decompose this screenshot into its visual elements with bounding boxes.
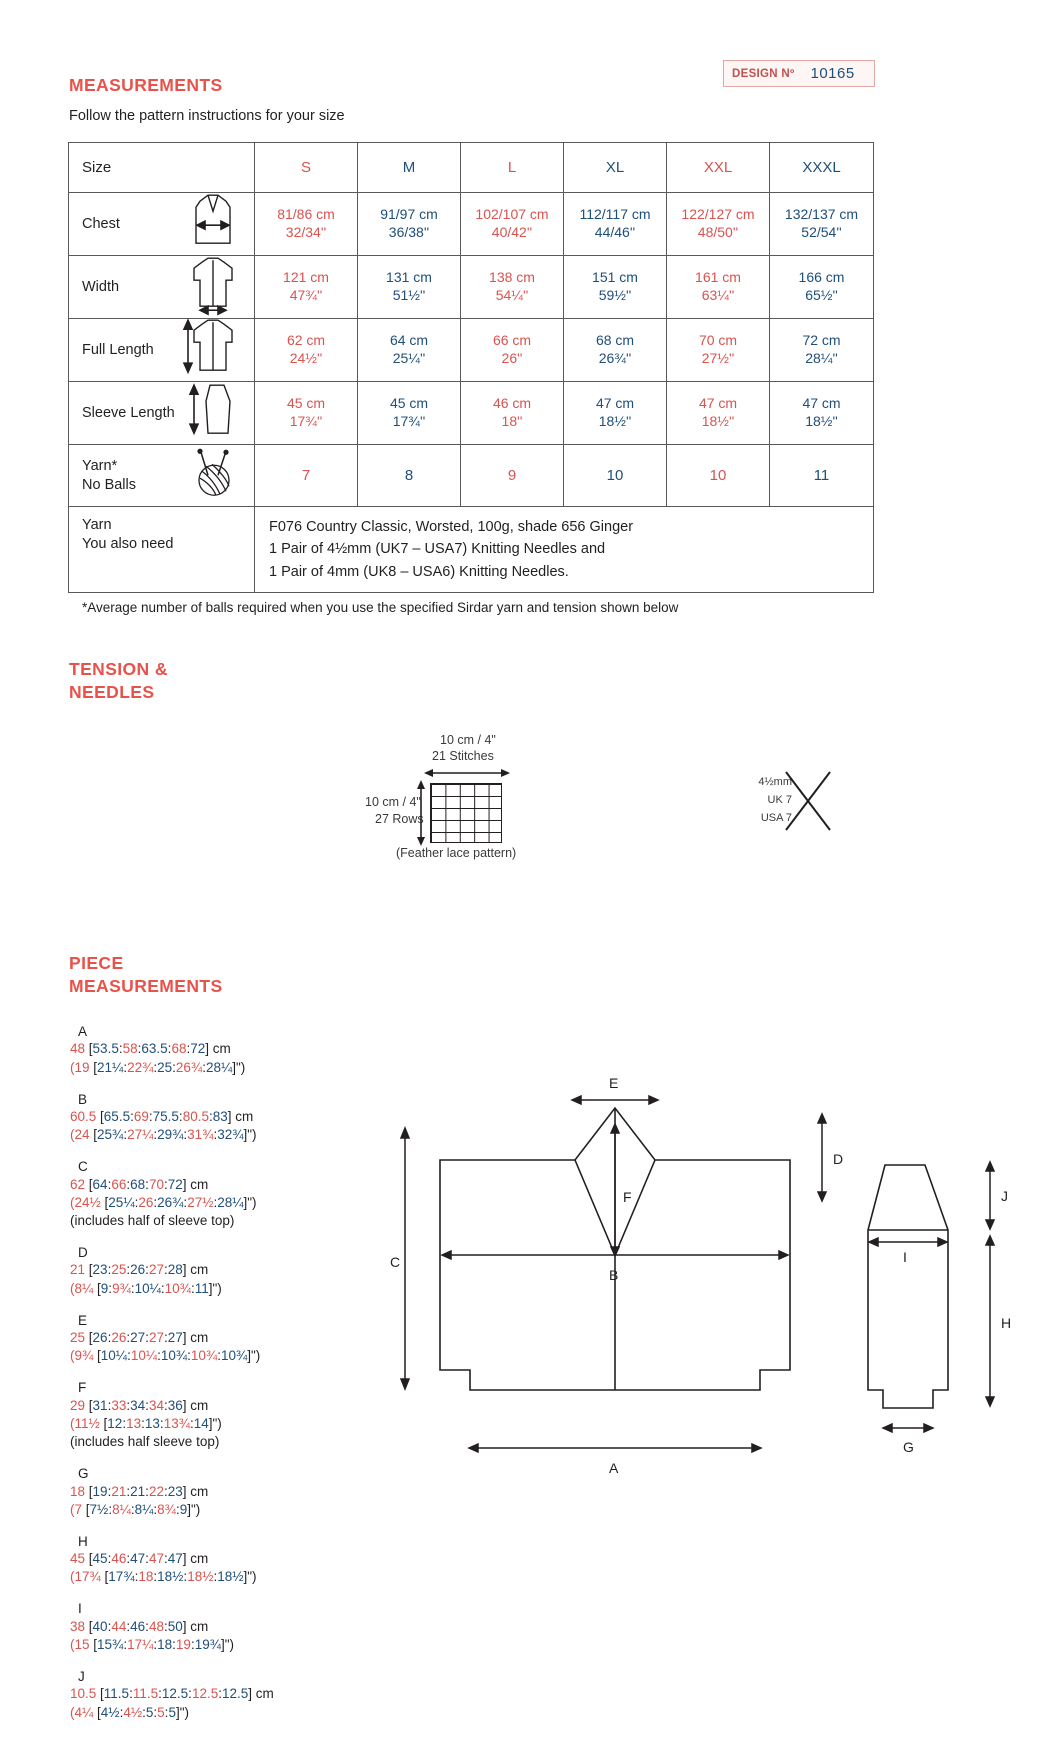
piece-cm-line: 60.5 [65.5:69:75.5:80.5:83] cm — [70, 1108, 254, 1124]
cell-value: 131 cm 51½'' — [358, 256, 461, 319]
piece-letter: D — [78, 1245, 88, 1261]
piece-letter: E — [78, 1312, 88, 1328]
cell-value: 112/117 cm 44/46'' — [564, 193, 667, 256]
piece-inch-line: (17¾ [17¾:18:18½:18½:18½]") — [70, 1569, 257, 1585]
cell-value: 47 cm 18½'' — [770, 382, 874, 445]
cardigan-length-icon — [182, 318, 240, 382]
piece-cm-line: 21 [23:25:26:27:28] cm — [70, 1262, 209, 1278]
piece-letter: J — [78, 1668, 85, 1684]
design-number-label: DESIGN Nº — [732, 67, 795, 80]
piece-cm-line: 29 [31:33:34:34:36] cm — [70, 1397, 209, 1413]
rows-arrow-icon — [414, 780, 428, 846]
piece-inch-line: (8¼ [9:9¾:10¼:10¾:11]") — [70, 1280, 222, 1296]
cell-value: 72 cm 28¼'' — [770, 319, 874, 382]
diagram-label-J: J — [1001, 1188, 1008, 1204]
diagram-label-G: G — [903, 1439, 914, 1455]
piece-inch-line: (19 [21¼:22¾:25:26¾:28¼]") — [70, 1059, 246, 1075]
yarn-balls-row — [69, 445, 874, 507]
cell-value: 66 cm 26'' — [461, 319, 564, 382]
cell-value: 68 cm 26¾'' — [564, 319, 667, 382]
yarn-detail-row — [69, 507, 874, 593]
needle-size-mm: 4½mm — [758, 776, 792, 788]
piece-inch-line: (4¼ [4½:4½:5:5:5]") — [70, 1704, 189, 1720]
sleeve-icon — [184, 381, 240, 445]
cell-value: 132/137 cm 52/54'' — [770, 193, 874, 256]
cell-value: 102/107 cm 40/42'' — [461, 193, 564, 256]
piece-note: (includes half sleeve top) — [70, 1434, 220, 1450]
piece-inch-line: (24 [25¾:27¼:29¾:31¾:32¾]") — [70, 1127, 257, 1143]
row-label-full-length: Full Length — [69, 319, 255, 382]
design-number-badge — [723, 60, 875, 87]
piece-letter: G — [78, 1466, 89, 1482]
tension-top-line2: 21 Stitches — [432, 749, 494, 763]
size-header-m: M — [358, 143, 461, 193]
yarn-ball-count: 10 — [667, 445, 770, 507]
header-size-label: Size — [69, 143, 255, 193]
piece-letter: B — [78, 1091, 88, 1107]
measurements-heading: MEASUREMENTS — [69, 75, 223, 95]
piece-cm-line: 10.5 [11.5:11.5:12.5:12.5:12.5] cm — [70, 1686, 274, 1702]
row-label-chest: Chest — [69, 193, 255, 256]
cell-value: 161 cm 63¼'' — [667, 256, 770, 319]
piece-measurement-item — [70, 1667, 410, 1722]
cell-value: 122/127 cm 48/50'' — [667, 193, 770, 256]
piece-inch-line: (24½ [25¼:26:26¾:27½:28¼]") — [70, 1194, 257, 1210]
tension-caption: (Feather lace pattern) — [396, 846, 517, 860]
cell-value: 45 cm 17¾'' — [255, 382, 358, 445]
piece-inch-line: (7 [7½:8¼:8¼:8¾:9]") — [70, 1501, 201, 1517]
cell-value: 64 cm 25¼'' — [358, 319, 461, 382]
piece-letter: H — [78, 1533, 88, 1549]
cell-value: 47 cm 18½'' — [564, 382, 667, 445]
measurements-table — [68, 142, 874, 593]
piece-inch-line: (15 [15¾:17¼:18:19:19¾]") — [70, 1637, 235, 1653]
yarn-ball-count: 10 — [564, 445, 667, 507]
piece-cm-line: 48 [53.5:58:63.5:68:72] cm — [70, 1041, 231, 1057]
cell-value: 138 cm 54¼'' — [461, 256, 564, 319]
diagram-label-B: B — [609, 1267, 619, 1283]
piece-letter: I — [78, 1601, 82, 1617]
cell-value: 46 cm 18'' — [461, 382, 564, 445]
cell-value: 81/86 cm 32/34'' — [255, 193, 358, 256]
table-row — [69, 319, 874, 382]
cell-value: 121 cm 47¾'' — [255, 256, 358, 319]
yarn-detail-text: F076 Country Classic, Worsted, 100g, shade 656 Ginger 1 Pair of 4½mm (UK7 – USA7) Knitting Needles and 1 Pair of 4mm (UK8 – USA6) Knitting Needles. — [255, 507, 874, 593]
table-row — [69, 256, 874, 319]
stitches-arrow-icon — [424, 766, 510, 780]
yarn-ball-count: 7 — [255, 445, 358, 507]
vest-chest-icon — [186, 193, 240, 255]
table-header-row — [69, 143, 874, 193]
piece-letter: C — [78, 1159, 88, 1175]
table-row — [69, 193, 874, 256]
cell-value: 62 cm 24½'' — [255, 319, 358, 382]
size-header-xxxl: XXXL — [770, 143, 874, 193]
yarn-ball-count: 8 — [358, 445, 461, 507]
row-label-yarn-no-balls: Yarn* No Balls — [69, 445, 255, 507]
cell-value: 47 cm 18½'' — [667, 382, 770, 445]
diagram-label-C: C — [390, 1254, 401, 1270]
row-label-sleeve-length: Sleeve Length — [69, 382, 255, 445]
diagram-label-A: A — [609, 1460, 619, 1476]
size-header-l: L — [461, 143, 564, 193]
piece-heading — [69, 952, 223, 998]
piece-cm-line: 25 [26:26:27:27:27] cm — [70, 1330, 209, 1346]
diagram-label-H: H — [1001, 1315, 1012, 1331]
tension-heading-line2: NEEDLES — [69, 682, 155, 703]
table-row — [69, 382, 874, 445]
piece-inch-line: (11½ [12:13:13:13¾:14]") — [70, 1415, 222, 1431]
needle-size-uk: UK 7 — [767, 793, 792, 806]
row-label-width: Width — [69, 256, 255, 319]
cell-value: 166 cm 65½'' — [770, 256, 874, 319]
cell-value: 45 cm 17¾'' — [358, 382, 461, 445]
tension-heading-line1: TENSION & — [69, 659, 168, 679]
piece-cm-line: 62 [64:66:68:70:72] cm — [70, 1176, 209, 1192]
diagram-label-D: D — [833, 1151, 844, 1167]
piece-letter: A — [78, 1024, 88, 1039]
garment-schematic-diagram — [350, 1075, 1012, 1510]
piece-measurement-item — [70, 1599, 410, 1654]
cell-value: 91/97 cm 36/38'' — [358, 193, 461, 256]
cell-value: 151 cm 59½'' — [564, 256, 667, 319]
measurements-footnote: *Average number of balls required when you use the specified Sirdar yarn and tension shown below — [82, 600, 679, 615]
diagram-label-I: I — [903, 1249, 907, 1265]
cell-value: 70 cm 27½'' — [667, 319, 770, 382]
needle-size-usa: USA 7 — [760, 811, 792, 824]
diagram-label-F: F — [623, 1189, 632, 1205]
row-label-yarn-detail: Yarn You also need — [69, 507, 255, 593]
tension-heading — [69, 658, 168, 704]
diagram-label-E: E — [609, 1075, 619, 1091]
knitting-needles-icon — [782, 770, 834, 832]
size-header-xxl: XXL — [667, 143, 770, 193]
yarn-ball-icon — [188, 447, 240, 505]
tension-swatch-grid — [430, 783, 502, 843]
piece-cm-line: 38 [40:44:46:48:50] cm — [70, 1618, 209, 1634]
measurements-subtitle: Follow the pattern instructions for your size — [69, 108, 345, 124]
piece-letter: F — [78, 1380, 87, 1396]
piece-heading-line2: MEASUREMENTS — [69, 976, 223, 997]
design-number-value: 10165 — [810, 65, 855, 82]
piece-measurement-item — [70, 1022, 410, 1077]
cardigan-width-icon — [186, 256, 240, 318]
yarn-ball-count: 9 — [461, 445, 564, 507]
piece-inch-line: (9¾ [10¼:10¼:10¾:10¾:10¾]") — [70, 1348, 261, 1364]
tension-left-line2: 27 Rows — [375, 812, 424, 826]
piece-cm-line: 18 [19:21:21:22:23] cm — [70, 1483, 209, 1499]
size-header-s: S — [255, 143, 358, 193]
size-header-xl: XL — [564, 143, 667, 193]
tension-top-line1: 10 cm / 4" — [440, 733, 496, 747]
piece-note: (includes half of sleeve top) — [70, 1213, 235, 1229]
tension-left-line1: 10 cm / 4" — [365, 795, 421, 809]
yarn-ball-count: 11 — [770, 445, 874, 507]
piece-measurement-item — [70, 1532, 410, 1587]
piece-heading-line1: PIECE — [69, 953, 124, 973]
piece-cm-line: 45 [45:46:47:47:47] cm — [70, 1551, 209, 1567]
